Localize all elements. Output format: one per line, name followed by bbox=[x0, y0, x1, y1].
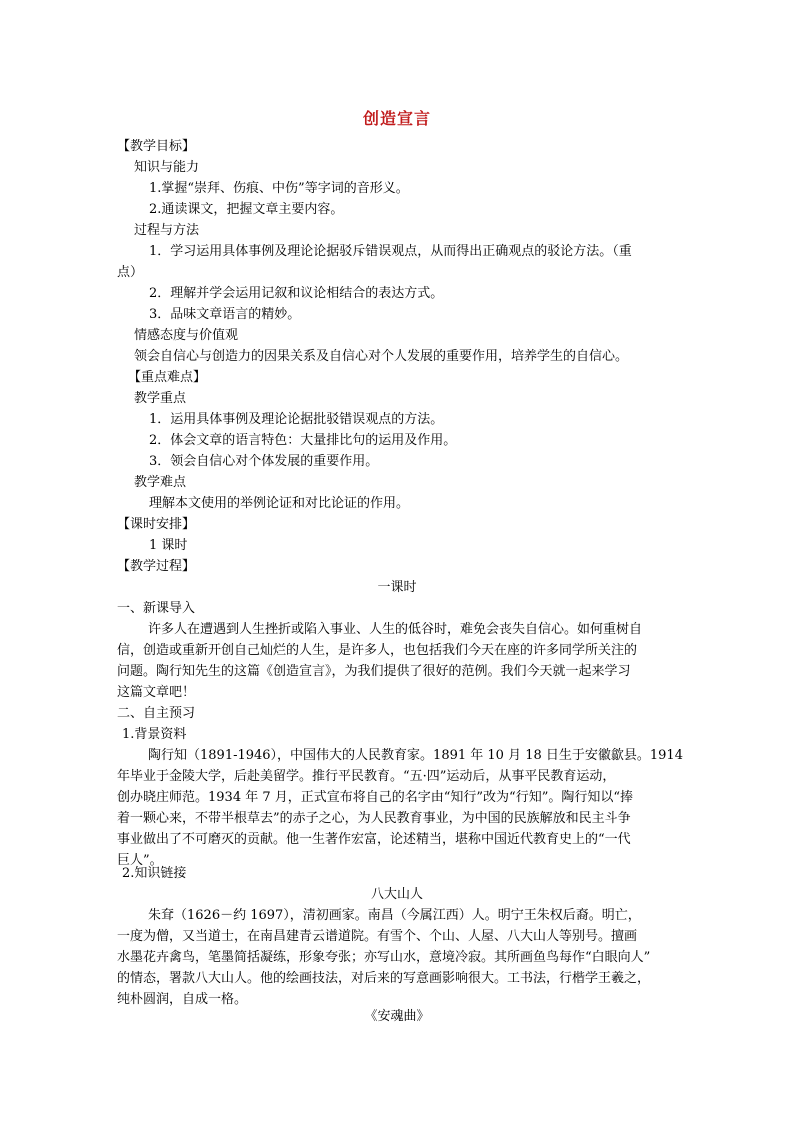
document-title: 创造宣言 bbox=[362, 109, 431, 128]
paragraph-line: 着一颗心来，不带半根草去”的赤子之心，为人民教育事业，为中国的民族解放和民主斗争 bbox=[117, 811, 631, 826]
knowledge-title: 《安魂曲》 bbox=[364, 1009, 430, 1024]
objective-item: 2．理解并学会运用记叙和议论相结合的表达方式。 bbox=[149, 286, 444, 301]
objective-item: 2.通读课文，把握文章主要内容。 bbox=[149, 202, 344, 217]
paragraph-line: 一度为僧，又当道士，在南昌建青云谱道院。有雪个、个山、人屋、八大山人等别号。擅画 bbox=[117, 929, 638, 944]
objective-item: 1．学习运用具体事例及理论论据驳斥错误观点，从而得出正确观点的驳论方法。（重 bbox=[149, 244, 632, 259]
objective-item: 1.掌握“崇拜、伤痕、中伤”等字词的音形义。 bbox=[149, 181, 409, 196]
focus-item: 1．运用具体事例及理论论据批驳错误观点的方法。 bbox=[149, 412, 444, 427]
heading-schedule: 【课时安排】 bbox=[117, 517, 196, 532]
subheading-difficulty: 教学难点 bbox=[134, 475, 187, 490]
section-preview-heading: 二、自主预习 bbox=[117, 706, 196, 721]
objective-item-continued: 点） bbox=[117, 265, 144, 280]
heading-process: 【教学过程】 bbox=[117, 559, 196, 574]
paragraph-line: 水墨花卉禽鸟，笔墨简括凝练，形象夸张；亦写山水，意境冷寂。其所画鱼鸟每作“白眼向人” bbox=[117, 950, 651, 965]
focus-item: 2．体会文章的语言特色：大量排比句的运用及作用。 bbox=[149, 433, 457, 448]
subsection-knowledge-link: 2.知识链接 bbox=[122, 866, 187, 881]
paragraph-line: 这篇文章吧！ bbox=[117, 685, 196, 700]
subheading-process: 过程与方法 bbox=[134, 223, 200, 238]
subheading-knowledge: 知识与能力 bbox=[134, 160, 200, 175]
paragraph-line: 纯朴圆润，自成一格。 bbox=[117, 992, 248, 1007]
subsection-background: 1.背景资料 bbox=[122, 727, 187, 742]
lesson-label: 一课时 bbox=[377, 580, 417, 595]
objective-item: 3．品味文章语言的精妙。 bbox=[149, 307, 301, 322]
subheading-attitude: 情感态度与价值观 bbox=[134, 328, 239, 343]
schedule-text: 1 课时 bbox=[149, 538, 188, 553]
paragraph-line: 事业做出了不可磨灭的贡献。他一生著作宏富，论述精当，堪称中国近代教育史上的“一代 bbox=[117, 832, 631, 847]
difficulty-item: 理解本文使用的举例论证和对比论证的作用。 bbox=[149, 496, 410, 511]
paragraph-line: 许多人在遭遇到人生挫折或陷入事业、人生的低谷时，难免会丧失自信心。如何重树自 bbox=[148, 622, 643, 637]
paragraph-line: 陶行知（1891-1946），中国伟大的人民教育家。1891 年 10 月 18 日生于安徽歙县。1914 bbox=[148, 748, 683, 763]
heading-key-points: 【重点难点】 bbox=[128, 370, 207, 385]
paragraph-line: 问题。陶行知先生的这篇《创造宣言》，为我们提供了很好的范例。我们今天就一起来学习 bbox=[117, 664, 631, 679]
subheading-focus: 教学重点 bbox=[134, 391, 187, 406]
paragraph-line: 巨人”。 bbox=[117, 853, 163, 868]
focus-item: 3．领会自信心对个体发展的重要作用。 bbox=[149, 454, 379, 469]
paragraph-line: 信，创造或重新开创自己灿烂的人生，是许多人，也包括我们今天在座的许多同学所关注的 bbox=[117, 643, 638, 658]
section-intro-heading: 一、新课导入 bbox=[117, 601, 196, 616]
paragraph-line: 的情态，署款八大山人。他的绘画技法，对后来的写意画影响很大。工书法，行楷学王羲之， bbox=[117, 971, 651, 986]
knowledge-title: 八大山人 bbox=[370, 887, 423, 902]
heading-teaching-objectives: 【教学目标】 bbox=[117, 139, 196, 154]
paragraph-line: 年毕业于金陵大学，后赴美留学。推行平民教育。“五·四”运动后，从事平民教育运动， bbox=[117, 769, 616, 784]
paragraph-line: 朱耷（1626－约 1697），清初画家。南昌（今属江西）人。明宁王朱权后裔。明亡， bbox=[148, 908, 641, 923]
paragraph-line: 创办晓庄师范。1934 年 7 月，正式宣布将自己的名字由“知行”改为“行知”。陶行知以“捧 bbox=[117, 790, 633, 805]
objective-item: 领会自信心与创造力的因果关系及自信心对个人发展的重要作用，培养学生的自信心。 bbox=[134, 349, 629, 364]
